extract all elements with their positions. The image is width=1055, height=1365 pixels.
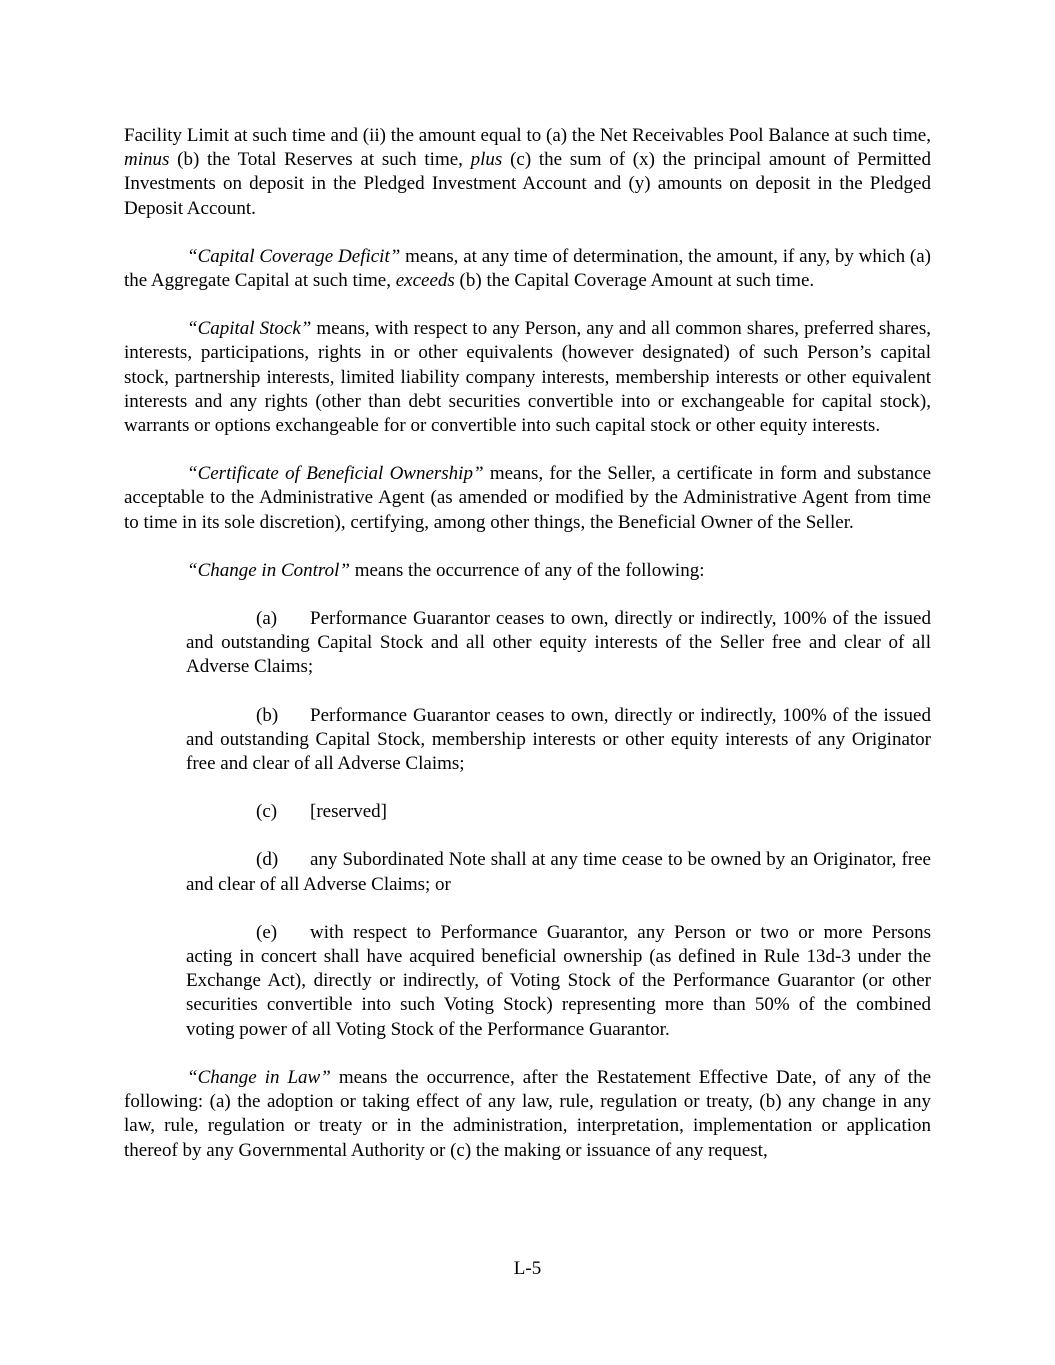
definition-change-in-law: “Change in Law” means the occurrence, after the Restatement Effective Date, of any of the following: (a) the adoption or taking effect of any law, rule, regulation or treaty, (b) any change in any law, rule, regulation or treaty or in the administration, interpretation, implementation or application thereof by any Governmental Authority or (c) the making or issuance of any request, [124,1066,932,1161]
clause-d: (d) any Subordinated Note shall at any time cease to be owned by an Originator, free and clear of all Adverse Claims; or [186,849,931,895]
clause-b: (b) Performance Guarantor ceases to own, directly or indirectly, 100% of the issued and outstanding Capital Stock, membership interests or other equity interests of any Originator free and clear of all Adverse Claims; [186,704,931,775]
definition-change-in-control: “Change in Control” means the occurrence of any of the following: [187,559,705,581]
definition-certificate-of-beneficial-ownership: “Certificate of Beneficial Ownership” means, for the Seller, a certificate in form and substance acceptable to the Administrative Agent (as amended or modified by the Administrative Agent from time to time in its sole discretion), certifying, among other things, the Beneficial Owner of the Seller. [124,463,931,533]
paragraph-facility-limit-continuation: Facility Limit at such time and (ii) the amount equal to (a) the Net Receivables Pool Balance at such time, minus (b) the Total Reserves at such time, plus (c) the sum of (x) the principal amount of Permitted Investments on deposit in the Pledged Investment Account and (y) amounts on deposit in the Pledged Deposit Account. [124,125,931,219]
clause-label: (e) [256,921,278,943]
document-page [124,124,931,1187]
clause-e: (e) with respect to Performance Guarantor, any Person or two or more Persons acting in concert shall have acquired beneficial ownership (as defined in Rule 13d-3 under the Exchange Act), directly or indirectly, of Voting Stock of the Performance Guarantor (or other securities convertible into such Voting Stock) representing more than 50% of the combined voting power of all Voting Stock of the Performance Guarantor. [186,921,931,1040]
defined-term: “Change in Control” [187,559,350,581]
defined-term: “Capital Coverage Deficit” [187,245,401,267]
defined-term: “Certificate of Beneficial Ownership” [187,463,484,485]
page-number: L-5 [513,1258,542,1279]
defined-term: “Capital Stock” [187,318,312,340]
clause-a: (a) Performance Guarantor ceases to own, directly or indirectly, 100% of the issued and outstanding Capital Stock and all other equity interests of the Seller free and clear of all Adverse Claims; [186,608,931,678]
definition-capital-stock: “Capital Stock” means, with respect to any Person, any and all common shares, preferred shares, interests, participations, rights in or other equivalents (however designated) of such Person’s capital stock, partnership interests, limited liability company interests, membership interests or other equivalent interests and any rights (other than debt securities convertible into or exchangeable for capital stock), warrants or options exchangeable for or convertible into such capital stock or other equity interests. [124,318,931,437]
clause-label: (a) [256,608,278,630]
clause-label: (c) [256,801,278,823]
clause-c: (c) [reserved] [186,800,931,824]
clause-label: (d) [256,849,279,871]
defined-term: “Change in Law” [187,1066,331,1088]
clause-label: (b) [256,704,279,726]
definition-capital-coverage-deficit: “Capital Coverage Deficit” means, at any time of determination, the amount, if any, by which (a) the Aggregate Capital at such time, exceeds (b) the Capital Coverage Amount at such time. [124,245,931,292]
